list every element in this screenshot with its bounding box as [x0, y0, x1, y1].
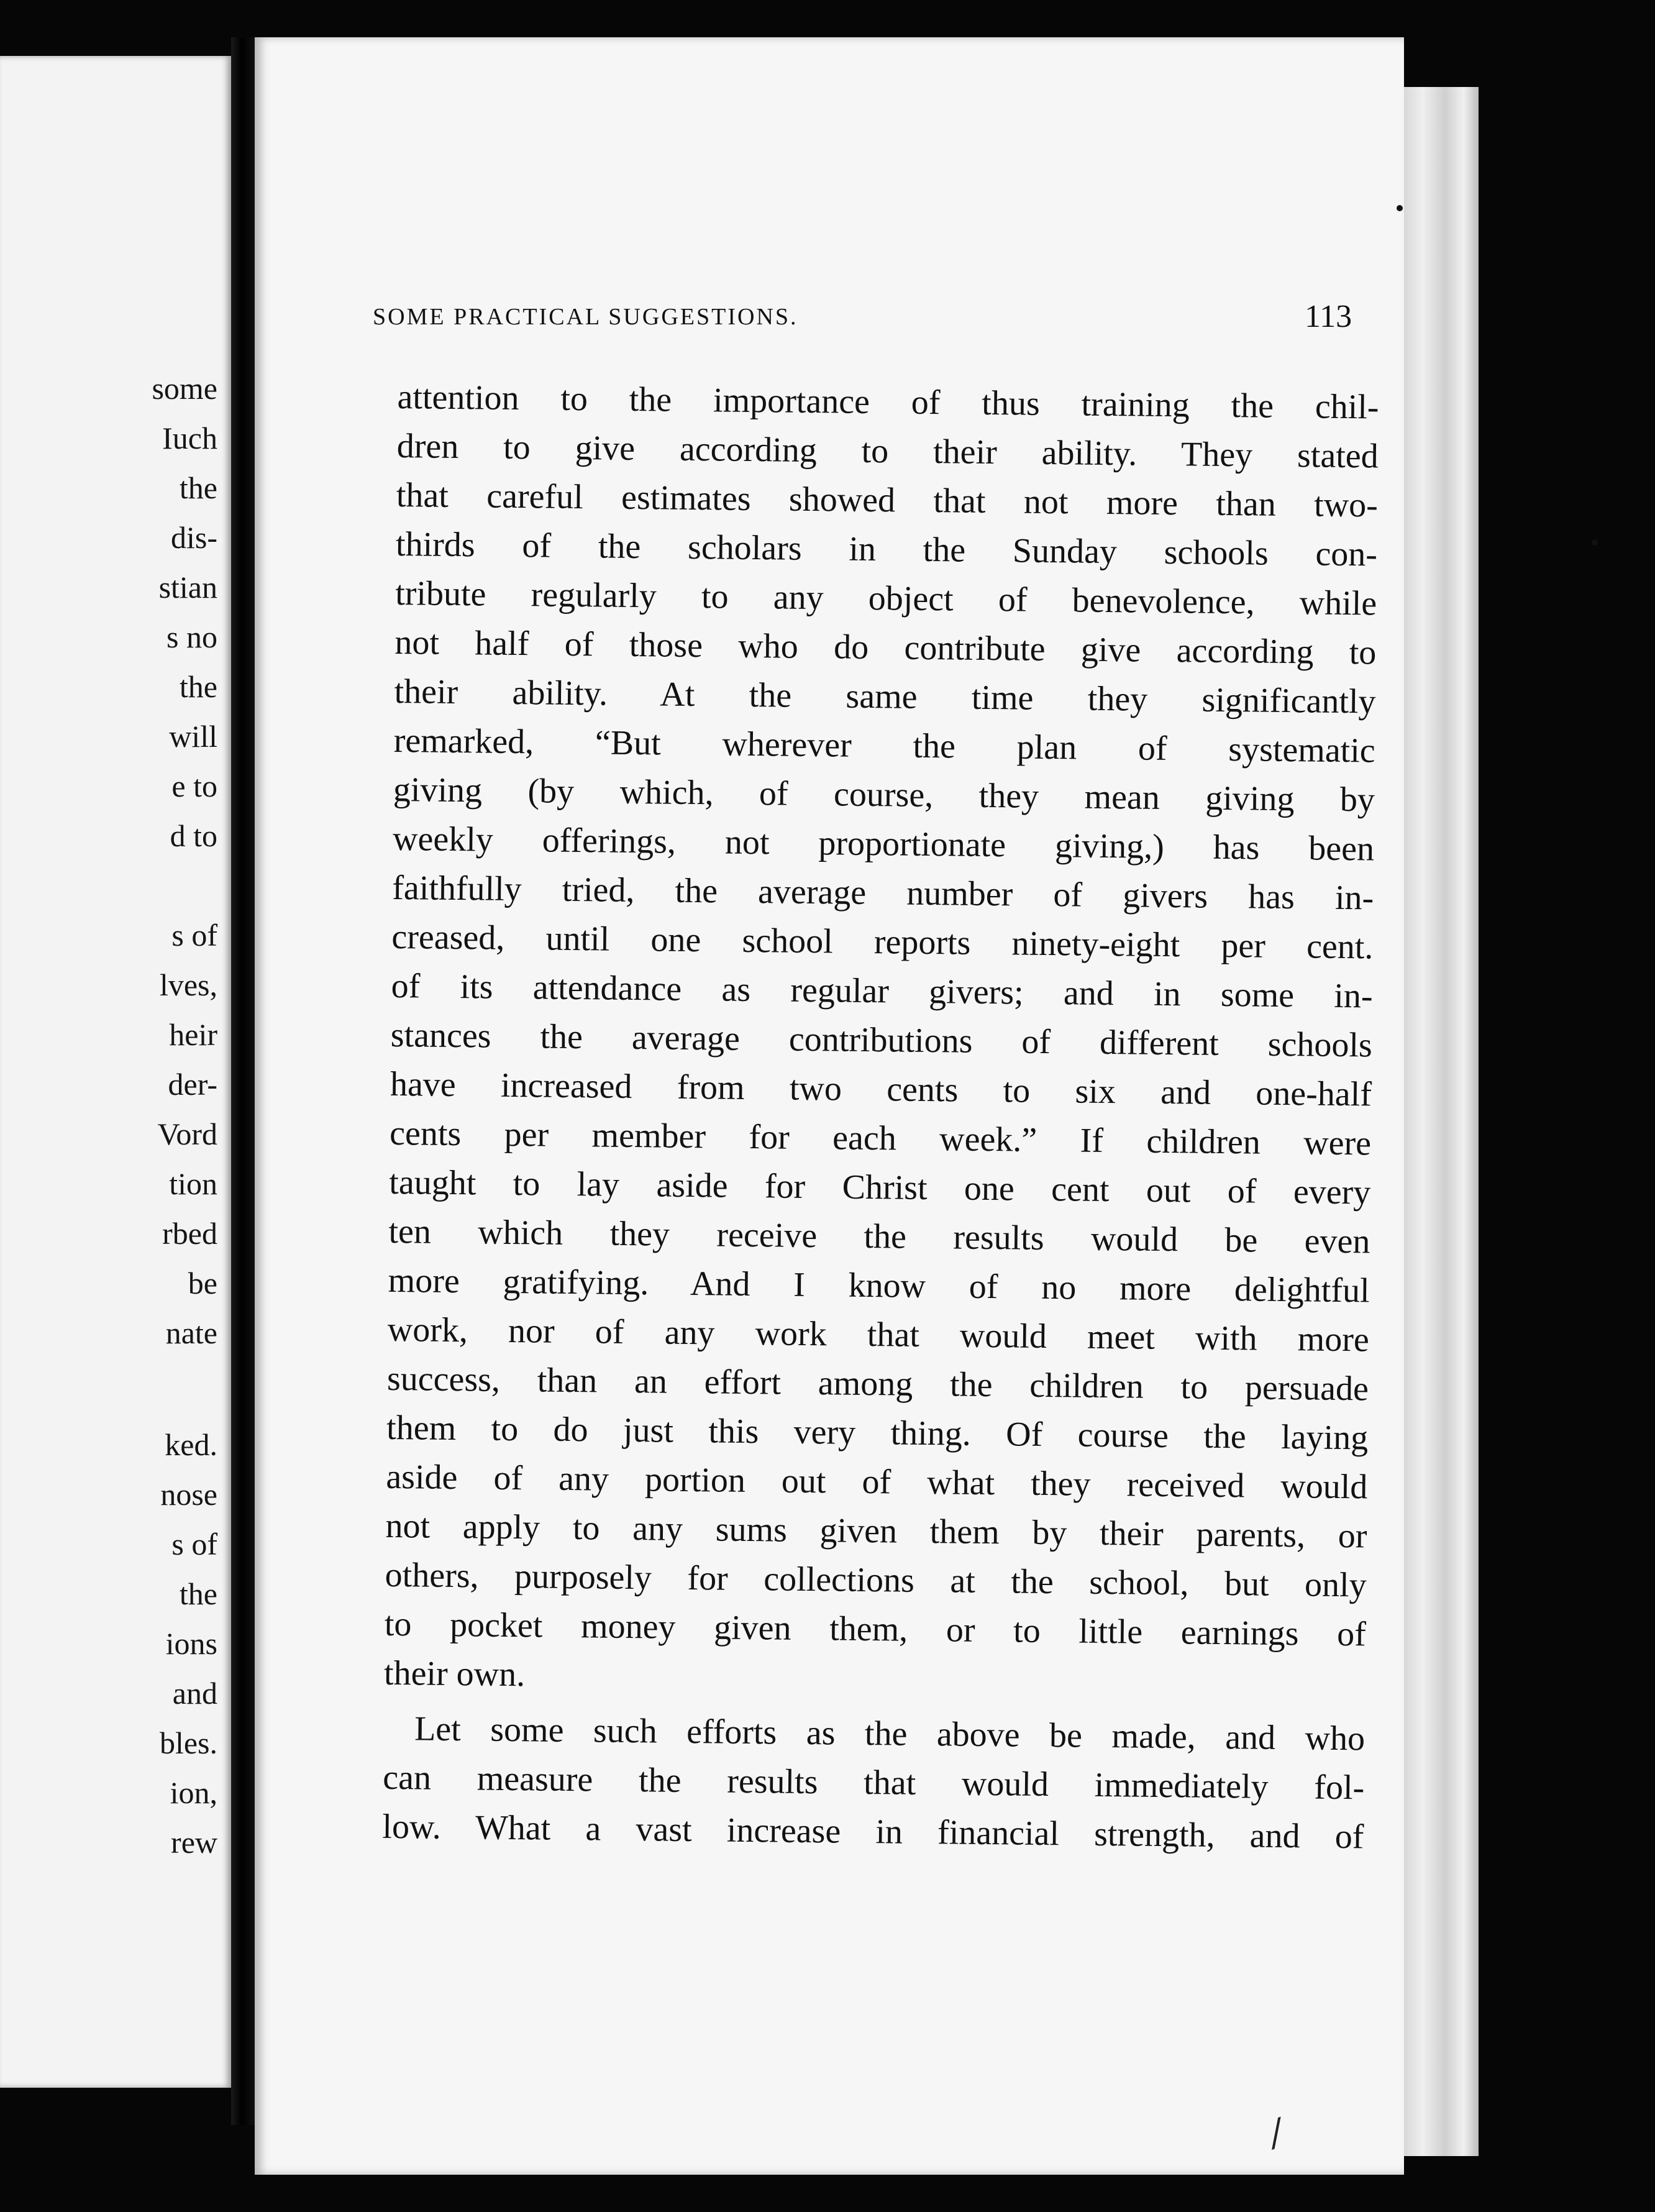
text-line: faithfully tried, the average number of givers has in-: [391, 868, 1374, 918]
left-line-fragment: s of: [171, 1527, 217, 1561]
left-line-fragment: e to: [171, 769, 217, 803]
text-line: attention to the importance of thus training the chil-: [397, 377, 1379, 427]
text-line: that careful estimates showed that not more than two-: [396, 475, 1379, 525]
left-line-fragment: rew: [171, 1825, 217, 1860]
left-line-fragment: Iuch: [162, 421, 217, 455]
text-line: dren to give according to their ability. They stated: [396, 426, 1379, 476]
left-line-fragment: der-: [168, 1067, 217, 1102]
text-line: not apply to any sums given them by their parents, or: [385, 1506, 1367, 1556]
text-line: stances the average contributions of different schools: [390, 1015, 1373, 1065]
text-line: have increased from two cents to six and one-half: [390, 1064, 1372, 1114]
text-line: creased, until one school reports ninety-eight per cent.: [391, 917, 1374, 967]
left-line-fragment: bles.: [159, 1725, 217, 1760]
previous-page-fragment: [0, 56, 231, 2088]
text-line: giving (by which, of course, they mean giving by: [393, 770, 1375, 820]
left-line-fragment: the: [179, 1576, 217, 1611]
left-line-fragment: and: [172, 1676, 217, 1711]
text-line: weekly offerings, not proportionate giving,) has been: [392, 819, 1375, 869]
left-line-fragment: tion: [169, 1166, 217, 1201]
book-binding-gutter: [231, 37, 255, 2125]
text-line: more gratifying. And I know of no more delightful: [388, 1261, 1370, 1310]
text-line: success, than an effort among the children to persuade: [386, 1359, 1369, 1409]
scan-artifact-mark: ⁄: [1266, 2113, 1287, 2156]
left-line-fragment: s of: [171, 918, 217, 953]
text-line: Let some such efforts as the above be made, and who: [414, 1709, 1365, 1758]
text-line: tribute regularly to any object of benevolence, while: [394, 574, 1377, 623]
left-line-fragment: Vord: [157, 1117, 217, 1151]
left-line-fragment: stian: [158, 570, 217, 605]
left-line-fragment: ked.: [165, 1427, 217, 1462]
left-line-fragment: lves,: [159, 967, 217, 1002]
left-line-fragment: some: [152, 371, 217, 406]
left-line-fragment: ions: [165, 1626, 217, 1661]
page-body-text: [382, 373, 1379, 1862]
left-line-fragment: s no: [166, 619, 217, 654]
text-line: remarked, “But wherever the plan of systematic: [393, 721, 1376, 770]
left-line-fragment: rbed: [162, 1216, 217, 1251]
running-head: SOME PRACTICAL SUGGESTIONS.: [373, 304, 798, 330]
text-line: of its attendance as regular givers; and in some in-: [391, 966, 1373, 1016]
text-line: ten which they receive the results would be even: [388, 1212, 1370, 1261]
text-line: others, purposely for collections at the school, but only: [385, 1555, 1367, 1605]
page-edges: [1404, 87, 1479, 2156]
left-line-fragment: heir: [169, 1017, 217, 1052]
scan-speck: [1397, 205, 1403, 211]
text-line: low. What a vast increase in financial strength, and of: [382, 1807, 1364, 1857]
text-line: taught to lay aside for Christ one cent out of every: [389, 1163, 1371, 1212]
left-line-fragment: d to: [170, 818, 217, 853]
page-number: 113: [1305, 299, 1352, 334]
text-line: work, nor of any work that would meet with more: [387, 1310, 1370, 1360]
text-line: aside of any portion out of what they received would: [386, 1457, 1368, 1507]
text-line: not half of those who do contribute give according to: [394, 623, 1377, 672]
left-line-fragment: the: [179, 669, 217, 704]
left-line-fragment: nose: [160, 1477, 217, 1512]
text-line: can measure the results that would immediately fol-: [382, 1758, 1365, 1808]
text-line: cents per member for each week.” If children were: [389, 1113, 1372, 1163]
left-line-fragment: be: [188, 1266, 217, 1300]
scan-speck: [1592, 539, 1598, 546]
text-line: thirds of the scholars in the Sunday schools con-: [395, 524, 1378, 574]
left-line-fragment: ion,: [170, 1775, 217, 1810]
text-line: them to do just this very thing. Of course the laying: [386, 1408, 1369, 1458]
text-line: their ability. At the same time they significantly: [394, 672, 1376, 721]
text-line: to pocket money given them, or to little earnings of: [384, 1604, 1367, 1654]
left-line-fragment: will: [169, 719, 217, 754]
text-line: their own.: [383, 1653, 526, 1694]
left-line-fragment: dis-: [171, 520, 217, 555]
left-line-fragment: nate: [165, 1315, 217, 1350]
left-line-fragment: the: [179, 470, 217, 505]
